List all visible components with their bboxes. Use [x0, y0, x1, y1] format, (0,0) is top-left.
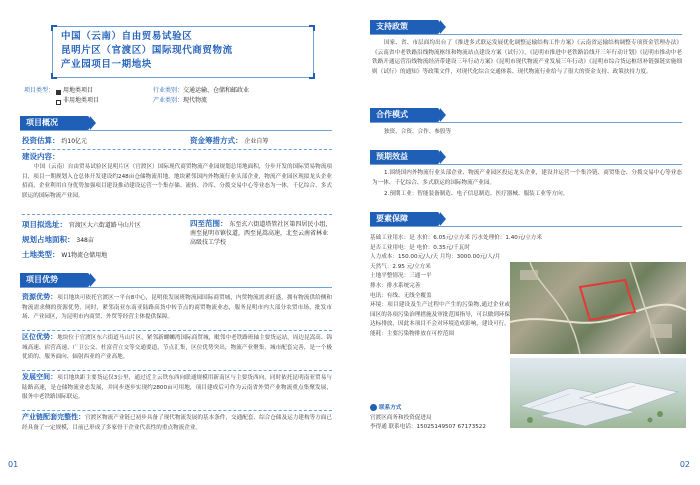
boundary-label: 四至范围： — [190, 219, 228, 228]
advantage-space-text: 项目地块距主要货运仅3公里，通过近主云铁东西向联通规模用新南区与主要货西向，同时依托昆明南亚贸易与陆路高速，是仓储物流业态发展，并同步逐步实现约2800亩可用地，项目建成后可作为云南省外贸产业物流重点集聚发展，服务中老铁路国际联运。 — [22, 375, 333, 401]
factor-telecom: 电讯：有线、无线全覆盖 — [370, 292, 432, 299]
content-text: 中国（云南）自由贸易试验区昆明片区（官渡区）国际现代商贸物流产业园规划总用地面积，分步开发的国际贸易物流项目，项目一期规划入仓总体开发建设约248亩仓储物流用地。地块紧邻国内外物流行业头部企业，物流产业园区现拟龙头企业招商，企业利用自身优势加强项目建设推动建设运营一个集存储、流转、冷库、分拨交易中心等业态为一体，千亿综合、多式联运的国际物流产业园。 — [22, 164, 332, 199]
advantage-chain — [22, 413, 332, 433]
advantage-resource — [22, 293, 332, 323]
project-meta — [24, 86, 324, 106]
site-row — [22, 219, 141, 231]
advantage-location-text: 地块位于官渡区东六街道马山片区，紧邻新螺蛳湾国际商贸城，毗邻中老铁路班轴主要货运站，周边昆嵩高、锦城高速、宿营高速、广卫公交、杜富营立交等交通要道，节点汇集，区位优势突出，物流产业聚集，城市配套完善，是一个极优质的、服务面向、辐射西亚的产业高地。 — [22, 335, 332, 361]
area-row — [22, 234, 94, 246]
contact-person: 李得通 联系电话：15025149507 67173522 — [370, 424, 486, 431]
contact-org: 官渡区商务和投资促进局 — [370, 414, 432, 421]
advantage-space-lead: 发展空间： — [22, 373, 58, 381]
advantage-chain-text: 官渡区物流产业链已初步具备了现代物流发展的基本条件，交通配套、综合仓储及运力建构等方面已经具备了一定规模，目前已形成了多家骨干企业代表性的重点物流企业。 — [22, 415, 332, 431]
page-number-left: 01 — [8, 459, 19, 469]
advantage-location — [22, 333, 332, 363]
aerial-site-image — [510, 262, 686, 354]
site-label: 项目拟选址： — [22, 220, 67, 229]
invest-value: 约10亿元 — [61, 138, 88, 145]
site-value: 官渡区大六街道路马山片区 — [68, 222, 141, 229]
option-land: 用地类项目 — [63, 87, 94, 95]
project-type-label: 项目类型： — [24, 87, 55, 95]
funding-value: 企业自筹 — [244, 138, 269, 145]
invest-row — [22, 135, 87, 147]
title-line-3: 产业园项目一期地块 — [61, 59, 152, 70]
factor-labor: 人力成本：150.00元/人/天 月均：3000.00元/人/月 — [370, 254, 501, 261]
advantage-resource-lead: 资源优势： — [22, 293, 58, 301]
contact-block — [370, 404, 510, 433]
cooperation-heading: 合作模式 — [370, 108, 440, 122]
industry-label: 行业类别： — [153, 87, 184, 95]
factors-heading: 要素保障 — [370, 212, 440, 226]
checkbox-checked-icon — [56, 90, 61, 95]
invest-label: 投资估算： — [22, 136, 60, 145]
advantage-chain-lead: 产业链配套完整性： — [22, 413, 86, 421]
area-value: 348亩 — [76, 237, 94, 244]
park-rendering-image — [510, 358, 686, 428]
landuse-value: W1物流仓储用地 — [61, 252, 108, 259]
industry-value: 交通运输、仓储和邮政业 — [183, 87, 250, 95]
option-nonland: 非用地类项目 — [63, 97, 100, 105]
phone-icon — [370, 404, 377, 411]
funding-row — [190, 135, 268, 147]
checkbox-unchecked-icon — [56, 100, 61, 105]
page-number-right: 02 — [679, 459, 690, 469]
factor-land: 土地平整情况：三通一平 — [370, 273, 432, 280]
advantages-heading: 项目优势 — [20, 273, 90, 287]
policy-heading: 支持政策 — [370, 20, 440, 34]
title-line-1: 中国（云南）自由贸易试验区 — [61, 31, 193, 42]
factor-environment: 环境：项目建设及生产过程中产生的污染物,通过企业或园区的各项污染治理措施及审批范围指导，可以做到环保达标排放，因此本项目不会对环境造成影响，建设可行。 — [370, 302, 510, 328]
content-label: 建设内容： — [22, 152, 60, 161]
category-label: 产业类别： — [153, 97, 184, 105]
factor-energy: 能耗：主要污染物排放在可控范围 — [370, 330, 454, 337]
factor-water: 基础工业用水：是 水价：6.05元/立方米 污水处理价：1.40元/立方米 — [370, 235, 543, 241]
category-value: 现代物流 — [183, 97, 208, 105]
factor-drainage: 排水：排水系统完善 — [370, 282, 421, 289]
landuse-label: 土地类型： — [22, 250, 60, 259]
landuse-row — [22, 249, 107, 261]
contact-title-row — [370, 404, 510, 414]
area-label: 规划占地面积： — [22, 235, 75, 244]
expected-line-1: 1.围绕国内外物流行业头部企业、物流产业园区投运龙头企业，建设并运营一个集冷链、商贸集仓、分拨交易中心等业态为一体、千亿综合、多式联运的国际物流产业园。 — [372, 170, 682, 186]
boundary-row — [190, 219, 332, 247]
boundary-value: 东至玄六街道塔管社区第四居民小组，南至昆明市镇仪道，西至昆嵩高速，北至云南省林业高级技工学校 — [190, 221, 332, 246]
policy-text: 国家、省、市层面均出台了《推进多式联运发展优化调整运输结构工作方案》《云南省运输结构调整专项资金管理办法》《云南省中老铁路沿线物流枢纽和物流站点建设方案（试行）》，《昆明市推进中老铁路沿线开三年行动计划》《昆明市推动中老铁路开通运营沿线物流经济带建设三年行动方案》《昆明市现代物流产业发展三年行动》《昆明市综合货运枢纽补链强链实施细则（试行）的通知》等政策文件，对现代化综合交通体系、现代物流行业给与了很大的资金支持、政策扶持力度。 — [372, 40, 682, 75]
right-page — [350, 0, 700, 485]
advantage-space — [22, 373, 332, 403]
factor-power: 是否工业用电：是 电价：0.35元/千瓦时 — [370, 244, 471, 251]
advantage-resource-text: 项目地块可依托官渡区一平台8中心，昆明依发展班物流园国际商贸城，内贸物流需求旺盛，拥有物流供给侧和物流需求侧的资源优势，同时，紧邻南亚东南亚陆路高货中转节点的商贸物流业态，服务昆明市内大部分农贸市场、批发市场、产业园区，为昆明市内商贸、外贸等经营主体提供保障。 — [22, 295, 333, 321]
expected-heading: 预期效益 — [370, 150, 440, 164]
cooperation-text: 独资、合资、合作、参股等 — [384, 129, 452, 135]
factor-gas: 天然气：2.95 元/立方米 — [370, 263, 431, 270]
funding-label: 资金筹措方式： — [190, 136, 243, 145]
overview-heading: 项目概况 — [20, 116, 90, 130]
project-title-box — [52, 26, 314, 78]
expected-line-2: 2.预期工业：智能装备制造、电子信息制造、医疗器械、服装工业等方向。 — [384, 191, 569, 197]
title-line-2: 昆明片区（官渡区）国际现代商贸物流 — [61, 45, 233, 56]
advantage-location-lead: 区位优势： — [22, 333, 58, 341]
content-label-row — [22, 151, 60, 163]
contact-title: 联系方式 — [379, 405, 402, 411]
